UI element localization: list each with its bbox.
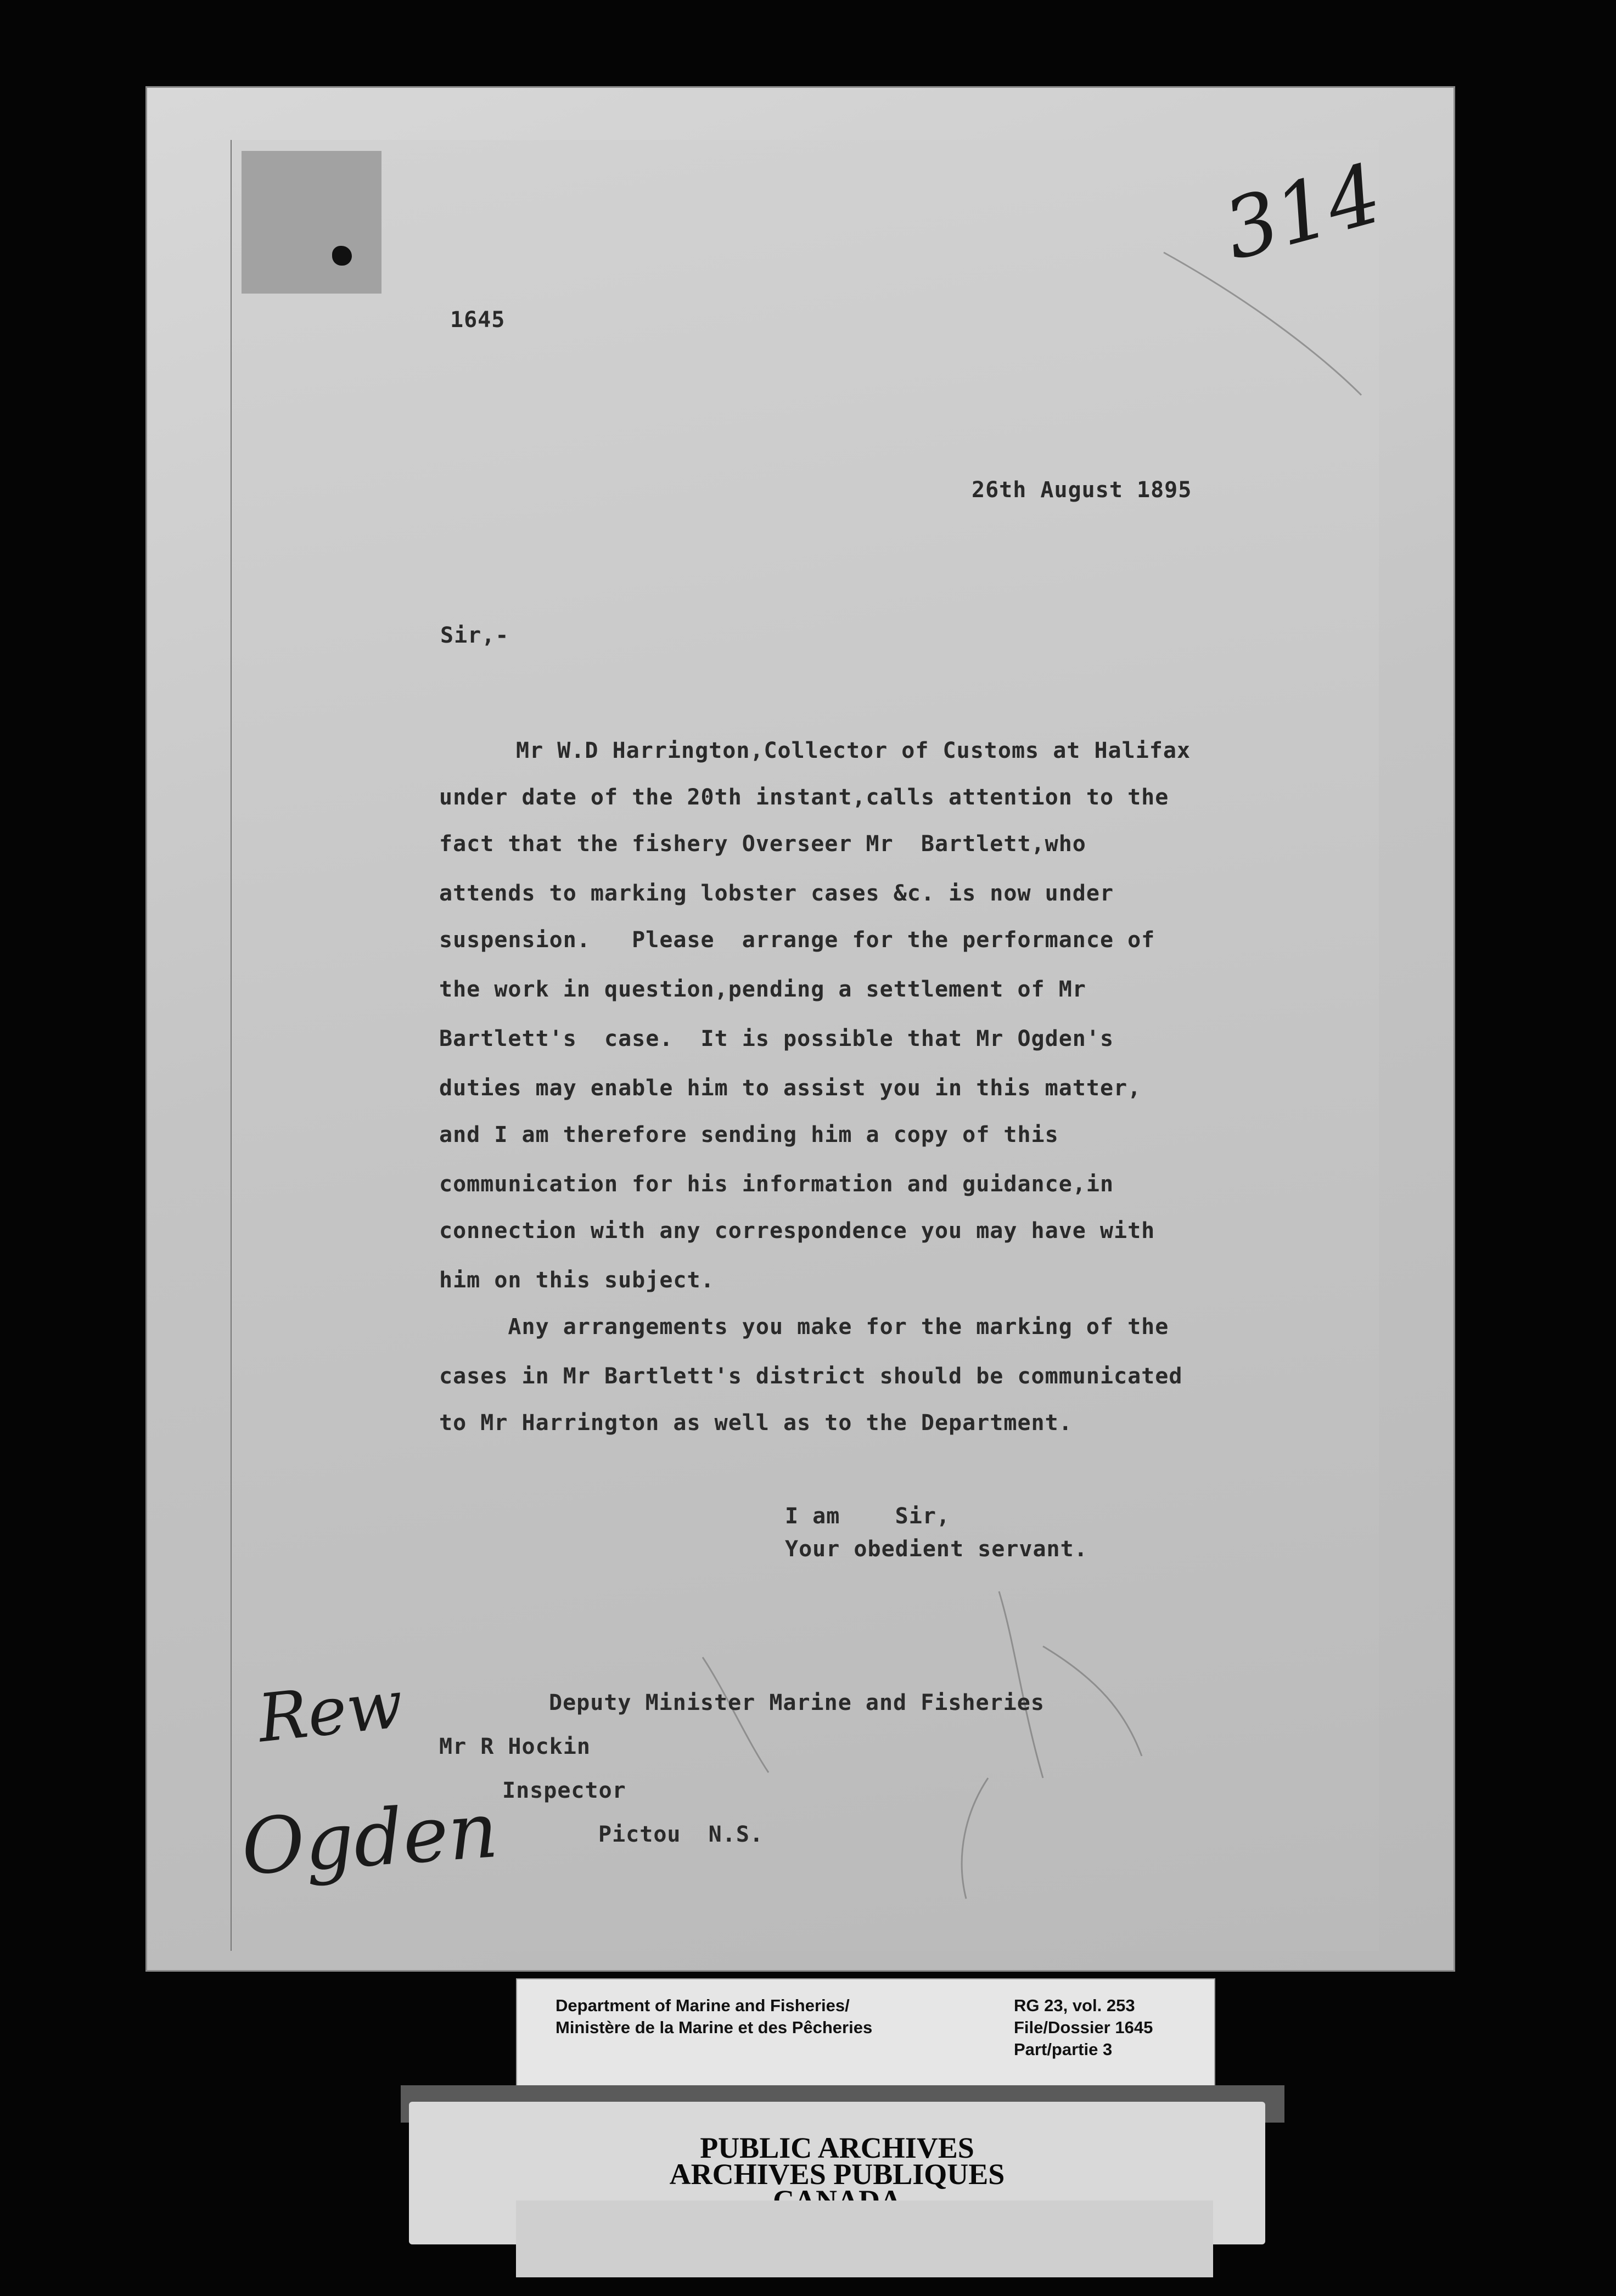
archive-stamp-base <box>516 2201 1213 2277</box>
recipient-title: Inspector <box>502 1778 626 1803</box>
department-french: Ministère de la Marine et des Pêcheries <box>556 2018 873 2037</box>
body-line: Mr W.D Harrington,Collector of Customs at Halifax <box>516 738 1191 763</box>
signatory: Deputy Minister Marine and Fisheries <box>549 1690 1045 1715</box>
closing-line-1: I am Sir, <box>785 1504 950 1529</box>
recipient-name: Mr R Hockin <box>439 1734 591 1759</box>
body-line: suspension. Please arrange for the performance of <box>439 927 1155 953</box>
body-line: and I am therefore sending him a copy of this <box>439 1122 1059 1147</box>
body-line: duties may enable him to assist you in this matter, <box>439 1076 1142 1101</box>
file-reference: File/Dossier 1645 <box>1014 2018 1153 2037</box>
file-number: 1645 <box>450 307 506 333</box>
part-reference: Part/partie 3 <box>1014 2040 1113 2059</box>
closing-line-2: Your obedient servant. <box>785 1537 1088 1562</box>
salutation: Sir,- <box>440 623 509 648</box>
body-line: him on this subject. <box>439 1268 715 1293</box>
body-line: connection with any correspondence you may have with <box>439 1218 1155 1243</box>
body-line: to Mr Harrington as well as to the Department. <box>439 1410 1073 1436</box>
department-english: Department of Marine and Fisheries/ <box>556 1996 850 2015</box>
body-line: the work in question,pending a settlement of Mr <box>439 977 1086 1002</box>
record-group: RG 23, vol. 253 <box>1014 1996 1135 2015</box>
archive-line-1: PUBLIC ARCHIVES <box>700 2131 974 2164</box>
recipient-place: Pictou N.S. <box>598 1822 764 1847</box>
corner-patch <box>242 151 381 294</box>
pinhole-mark <box>332 246 352 266</box>
letter-date: 26th August 1895 <box>972 477 1192 503</box>
body-line: Bartlett's case. It is possible that Mr Ogden's <box>439 1026 1114 1051</box>
body-line: Any arrangements you make for the marking of the <box>439 1314 1169 1340</box>
body-line: communication for his information and guidance,in <box>439 1172 1114 1197</box>
handwritten-annotation-rew: Rew <box>254 1666 407 1758</box>
body-line: attends to marking lobster cases &c. is now under <box>439 881 1114 906</box>
handwritten-annotation-top: 314 <box>1214 145 1391 279</box>
body-line: fact that the fishery Overseer Mr Bartlett,who <box>439 831 1086 857</box>
archive-reference-label <box>516 1978 1215 2087</box>
archive-line-2: ARCHIVES PUBLIQUES <box>669 2158 1005 2191</box>
handwritten-annotation-ogden: Ogden <box>238 1785 501 1893</box>
body-line: cases in Mr Bartlett's district should be communicated <box>439 1364 1183 1389</box>
body-line: under date of the 20th instant,calls attention to the <box>439 785 1169 810</box>
